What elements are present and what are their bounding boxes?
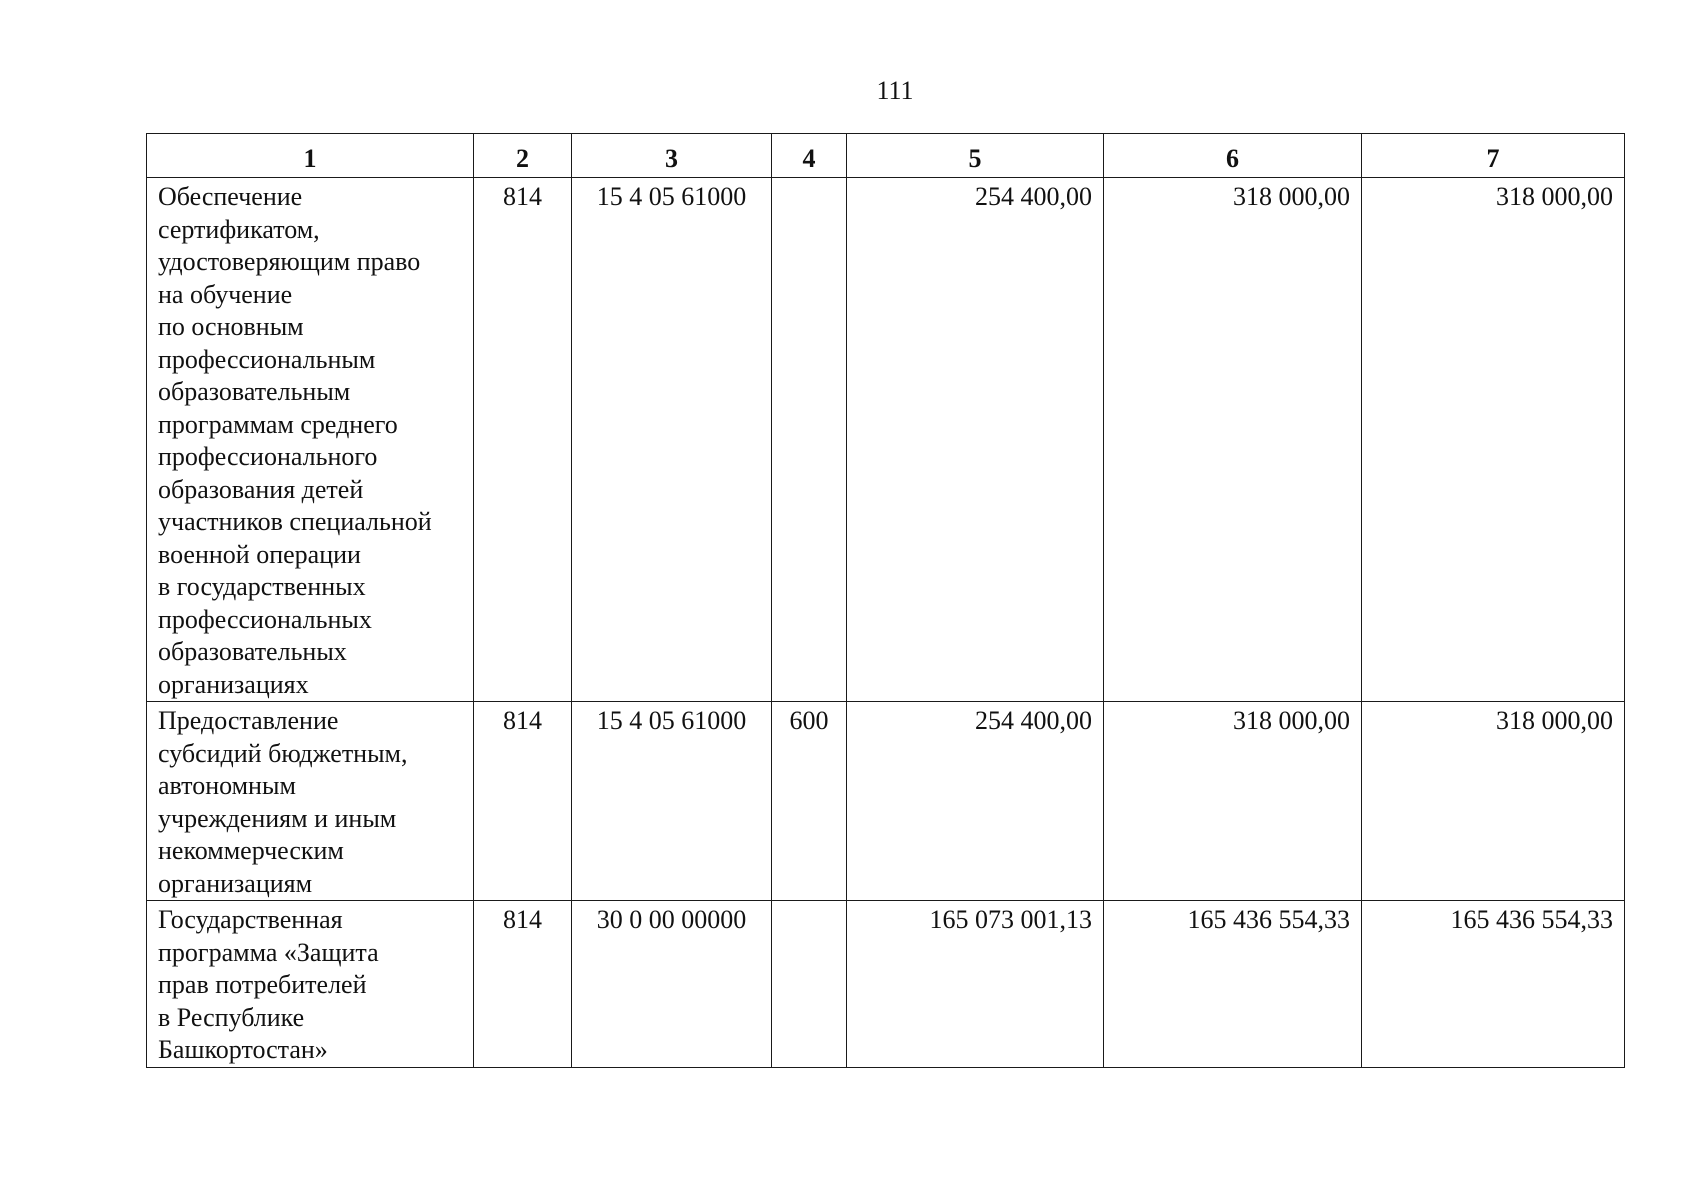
row-value-7: 318 000,00 — [1362, 702, 1625, 901]
table-row — [147, 178, 1625, 702]
row-value-7: 165 436 554,33 — [1362, 901, 1625, 1068]
row-code-3: 15 4 05 61000 — [572, 702, 772, 901]
row-value-6: 165 436 554,33 — [1104, 901, 1362, 1068]
row-name: Обеспечение сертификатом, удостоверяющим право на обучение по основным профессиональным образовательным программам среднего профессионального образования детей участников специальной военной операции в государственных профессиональных образовательных организациях — [147, 178, 474, 702]
row-value-6: 318 000,00 — [1104, 702, 1362, 901]
table-row — [147, 901, 1625, 1068]
row-code-2: 814 — [474, 702, 572, 901]
row-value-7: 318 000,00 — [1362, 178, 1625, 702]
budget-table — [146, 133, 1625, 1068]
row-code-3: 30 0 00 00000 — [572, 901, 772, 1068]
row-code-3: 15 4 05 61000 — [572, 178, 772, 702]
row-value-5: 165 073 001,13 — [847, 901, 1104, 1068]
row-value-5: 254 400,00 — [847, 178, 1104, 702]
column-header-2: 2 — [474, 134, 572, 178]
column-header-3: 3 — [572, 134, 772, 178]
row-value-6: 318 000,00 — [1104, 178, 1362, 702]
column-header-5: 5 — [847, 134, 1104, 178]
row-code-4 — [772, 178, 847, 702]
column-header-7: 7 — [1362, 134, 1625, 178]
column-header-4: 4 — [772, 134, 847, 178]
row-name: Предоставление субсидий бюджетным, автономным учреждениям и иным некоммерческим организациям — [147, 702, 474, 901]
row-code-4: 600 — [772, 702, 847, 901]
row-code-4 — [772, 901, 847, 1068]
row-name: Государственная программа «Защита прав потребителей в Республике Башкортостан» — [147, 901, 474, 1068]
row-code-2: 814 — [474, 178, 572, 702]
column-header-6: 6 — [1104, 134, 1362, 178]
page-number: 111 — [876, 76, 914, 105]
row-value-5: 254 400,00 — [847, 702, 1104, 901]
table-row — [147, 702, 1625, 901]
table-header-row — [147, 134, 1625, 178]
row-code-2: 814 — [474, 901, 572, 1068]
column-header-1: 1 — [147, 134, 474, 178]
